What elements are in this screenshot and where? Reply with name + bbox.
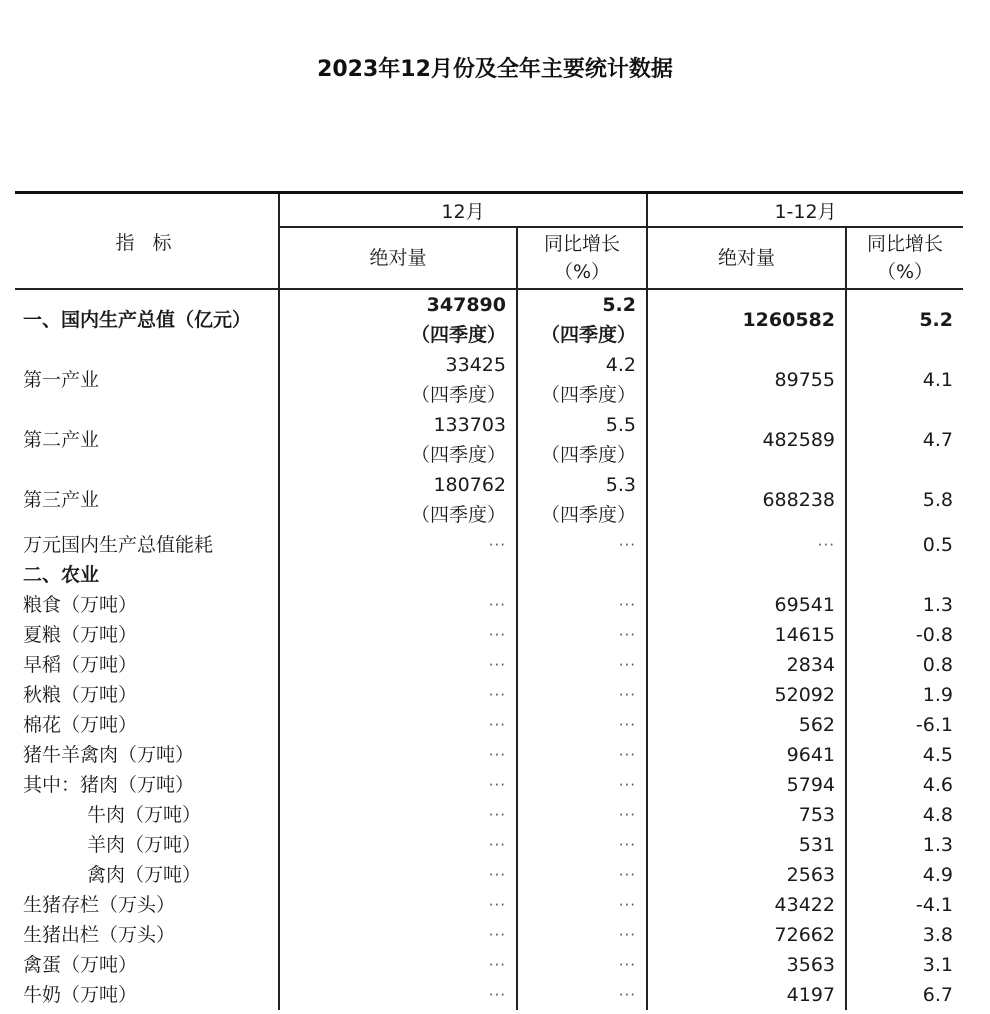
- cell-ytd-abs-value: 5794: [786, 774, 835, 796]
- cell-ytd-yoy-value: 4.1: [922, 369, 953, 391]
- row-label: 第一产业: [23, 369, 100, 391]
- cell-month-abs: [279, 410, 517, 470]
- cell-month-yoy-value: ···: [618, 776, 636, 794]
- cell-ytd-yoy: [846, 800, 963, 830]
- cell-ytd-yoy-value: 1.9: [922, 684, 953, 706]
- cell-ytd-abs: [647, 950, 846, 980]
- table-row: [15, 740, 963, 770]
- cell-month-abs-value: ···: [488, 956, 506, 974]
- statistics-table: [15, 191, 963, 1010]
- cell-ytd-abs: [647, 680, 846, 710]
- cell-month-abs-value: ···: [488, 626, 506, 644]
- cell-month-abs: [279, 920, 517, 950]
- cell-month-yoy: [517, 650, 647, 680]
- cell-month-abs-value: ···: [488, 926, 506, 944]
- row-label: 一、国内生产总值（亿元）: [15, 289, 279, 350]
- table-row: [15, 530, 963, 560]
- cell-ytd-abs-value: 1260582: [742, 309, 835, 331]
- cell-month-abs: [279, 710, 517, 740]
- cell-ytd-abs-value: ···: [817, 536, 835, 554]
- cell-month-yoy-value: ···: [618, 986, 636, 1004]
- header-group-month: 12月: [279, 193, 647, 228]
- header-ytd-yoy: [846, 227, 963, 289]
- cell-ytd-yoy-value: -0.8: [915, 624, 953, 646]
- cell-ytd-yoy: [846, 710, 963, 740]
- cell-ytd-abs-value: 531: [798, 834, 835, 856]
- cell-ytd-abs-value: 43422: [774, 894, 835, 916]
- cell-ytd-abs-value: 69541: [774, 594, 835, 616]
- cell-month-yoy: [517, 740, 647, 770]
- table-row: [15, 890, 963, 920]
- cell-ytd-abs-value: 753: [798, 804, 835, 826]
- table-row: [15, 289, 963, 350]
- cell-month-abs: [279, 560, 517, 590]
- cell-ytd-abs: [647, 770, 846, 800]
- cell-month-yoy: [517, 410, 647, 470]
- cell-month-abs-note: （四季度）: [410, 324, 506, 346]
- cell-month-abs-value: 33425: [445, 354, 506, 376]
- row-label: 早稻（万吨）: [23, 654, 138, 676]
- row-label: 禽肉（万吨）: [87, 864, 202, 886]
- header-month-yoy: [517, 227, 647, 289]
- cell-month-yoy: [517, 800, 647, 830]
- cell-ytd-abs-value: 482589: [762, 429, 835, 451]
- cell-month-yoy-value: 5.3: [605, 474, 636, 496]
- row-label: 粮食（万吨）: [23, 594, 138, 616]
- cell-ytd-abs-value: 2563: [786, 864, 835, 886]
- cell-month-abs-value: 133703: [433, 414, 506, 436]
- cell-month-abs-note: （四季度）: [410, 444, 506, 466]
- cell-ytd-abs-value: 562: [798, 714, 835, 736]
- cell-month-yoy-value: ···: [618, 746, 636, 764]
- table-row: [15, 770, 963, 800]
- cell-ytd-yoy-value: 4.9: [922, 864, 953, 886]
- cell-ytd-yoy-value: 3.1: [922, 954, 953, 976]
- cell-ytd-abs: [647, 289, 846, 350]
- cell-ytd-yoy-value: 1.3: [922, 834, 953, 856]
- table-row: [15, 350, 963, 410]
- table-row: [15, 950, 963, 980]
- cell-ytd-abs: [647, 800, 846, 830]
- cell-month-yoy-value: ···: [618, 896, 636, 914]
- cell-ytd-yoy: [846, 620, 963, 650]
- cell-ytd-abs-value: 9641: [786, 744, 835, 766]
- table-row: [15, 980, 963, 1010]
- row-label: 牛肉（万吨）: [87, 804, 202, 826]
- cell-month-abs: [279, 740, 517, 770]
- cell-ytd-abs-value: 2834: [786, 654, 835, 676]
- cell-month-yoy: [517, 710, 647, 740]
- row-label: 秋粮（万吨）: [23, 684, 138, 706]
- cell-ytd-yoy-value: 3.8: [922, 924, 953, 946]
- row-label: 禽蛋（万吨）: [23, 954, 138, 976]
- cell-ytd-abs-value: 72662: [774, 924, 835, 946]
- table-row: [15, 800, 963, 830]
- row-label: 猪牛羊禽肉（万吨）: [23, 744, 195, 766]
- table-header: [15, 193, 963, 290]
- table-row: [15, 680, 963, 710]
- cell-ytd-yoy: [846, 560, 963, 590]
- cell-month-yoy-value: 5.2: [602, 294, 636, 316]
- cell-month-abs: [279, 350, 517, 410]
- cell-ytd-abs: [647, 890, 846, 920]
- cell-ytd-abs: [647, 620, 846, 650]
- cell-ytd-yoy: [846, 980, 963, 1010]
- cell-ytd-yoy: [846, 289, 963, 350]
- cell-month-abs-value: ···: [488, 866, 506, 884]
- cell-month-yoy: [517, 890, 647, 920]
- cell-month-abs: [279, 289, 517, 350]
- cell-month-yoy-value: ···: [618, 866, 636, 884]
- table-row: [15, 470, 963, 530]
- table-row: [15, 560, 963, 590]
- cell-month-abs: [279, 860, 517, 890]
- cell-month-yoy: [517, 920, 647, 950]
- cell-month-abs: [279, 650, 517, 680]
- cell-ytd-yoy: [846, 650, 963, 680]
- cell-ytd-abs: [647, 830, 846, 860]
- header-ytd-abs: 绝对量: [647, 227, 846, 289]
- cell-ytd-abs: [647, 860, 846, 890]
- cell-month-abs-value: ···: [488, 746, 506, 764]
- cell-month-yoy: [517, 980, 647, 1010]
- cell-month-abs-value: ···: [488, 896, 506, 914]
- cell-month-abs-value: ···: [488, 836, 506, 854]
- cell-month-yoy-note: （四季度）: [540, 444, 636, 466]
- table-row: [15, 860, 963, 890]
- cell-month-abs: [279, 830, 517, 860]
- cell-ytd-abs: [647, 650, 846, 680]
- cell-ytd-yoy-value: -6.1: [915, 714, 953, 736]
- cell-month-yoy-value: ···: [618, 686, 636, 704]
- cell-month-abs-value: ···: [488, 776, 506, 794]
- cell-month-abs-value: ···: [488, 656, 506, 674]
- cell-month-abs: [279, 950, 517, 980]
- cell-month-yoy-value: ···: [618, 806, 636, 824]
- cell-month-yoy-value: 4.2: [605, 354, 636, 376]
- cell-ytd-yoy: [846, 950, 963, 980]
- cell-month-abs: [279, 620, 517, 650]
- table-row: [15, 410, 963, 470]
- cell-month-yoy-note: （四季度）: [540, 324, 636, 346]
- cell-month-yoy-note: （四季度）: [540, 504, 636, 526]
- cell-month-yoy: [517, 470, 647, 530]
- row-label: 羊肉（万吨）: [87, 834, 202, 856]
- cell-month-abs: [279, 530, 517, 560]
- cell-month-abs: [279, 470, 517, 530]
- cell-month-abs: [279, 800, 517, 830]
- table-row: [15, 620, 963, 650]
- cell-ytd-yoy: [846, 470, 963, 530]
- cell-month-yoy: [517, 680, 647, 710]
- cell-ytd-abs-value: 3563: [786, 954, 835, 976]
- cell-month-yoy-value: ···: [618, 626, 636, 644]
- header-indicator: 指 标: [15, 193, 279, 290]
- cell-ytd-yoy-value: 4.8: [922, 804, 953, 826]
- row-label: 第二产业: [23, 429, 100, 451]
- header-yoy-line2: （%）: [553, 261, 611, 283]
- cell-ytd-yoy: [846, 680, 963, 710]
- row-label: 棉花（万吨）: [23, 714, 138, 736]
- cell-ytd-abs: [647, 710, 846, 740]
- cell-month-yoy: [517, 560, 647, 590]
- row-label: 牛奶（万吨）: [23, 984, 138, 1006]
- row-label: 其中：猪肉（万吨）: [23, 774, 195, 796]
- cell-ytd-yoy: [846, 350, 963, 410]
- table-body: [15, 289, 963, 1010]
- cell-month-abs: [279, 980, 517, 1010]
- cell-ytd-yoy: [846, 830, 963, 860]
- row-label: 二、农业: [23, 564, 100, 586]
- cell-month-yoy-value: ···: [618, 926, 636, 944]
- cell-ytd-yoy: [846, 410, 963, 470]
- cell-ytd-yoy: [846, 770, 963, 800]
- page-title: 2023年12月份及全年主要统计数据: [317, 57, 673, 82]
- cell-month-abs-note: （四季度）: [410, 504, 506, 526]
- cell-month-abs-value: ···: [488, 596, 506, 614]
- cell-ytd-abs: [647, 470, 846, 530]
- table-row: [15, 590, 963, 620]
- cell-month-yoy: [517, 770, 647, 800]
- cell-ytd-yoy-value: 4.5: [922, 744, 953, 766]
- cell-month-abs-value: ···: [488, 686, 506, 704]
- cell-month-abs-value: ···: [488, 986, 506, 1004]
- cell-month-yoy: [517, 860, 647, 890]
- cell-ytd-yoy-value: 0.8: [922, 654, 953, 676]
- cell-ytd-yoy-value: 5.2: [919, 309, 953, 331]
- cell-ytd-yoy: [846, 740, 963, 770]
- header-group-ytd: 1-12月: [647, 193, 963, 228]
- cell-ytd-yoy: [846, 920, 963, 950]
- cell-ytd-abs: [647, 590, 846, 620]
- cell-month-yoy-value: ···: [618, 596, 636, 614]
- cell-month-yoy-value: ···: [618, 836, 636, 854]
- cell-ytd-yoy-value: 4.6: [922, 774, 953, 796]
- cell-month-yoy-value: ···: [618, 716, 636, 734]
- cell-month-abs-note: （四季度）: [410, 384, 506, 406]
- cell-ytd-abs: [647, 980, 846, 1010]
- cell-ytd-abs-value: 688238: [762, 489, 835, 511]
- cell-ytd-yoy-value: 0.5: [922, 534, 953, 556]
- cell-month-abs: [279, 890, 517, 920]
- header-yoy-line1: 同比增长: [543, 233, 620, 255]
- cell-month-abs-value: 180762: [433, 474, 506, 496]
- cell-ytd-yoy: [846, 860, 963, 890]
- cell-month-yoy-value: ···: [618, 956, 636, 974]
- cell-month-yoy: [517, 350, 647, 410]
- cell-ytd-abs: [647, 350, 846, 410]
- cell-ytd-yoy: [846, 530, 963, 560]
- cell-month-yoy-value: ···: [618, 536, 636, 554]
- cell-ytd-abs: [647, 920, 846, 950]
- cell-month-abs: [279, 770, 517, 800]
- cell-month-yoy: [517, 950, 647, 980]
- cell-month-abs-value: ···: [488, 716, 506, 734]
- cell-month-yoy: [517, 830, 647, 860]
- table-row: [15, 830, 963, 860]
- cell-ytd-abs-value: 52092: [774, 684, 835, 706]
- row-label: 生猪出栏（万头）: [23, 924, 176, 946]
- header-yoy-line1: 同比增长: [866, 233, 943, 255]
- cell-month-yoy: [517, 620, 647, 650]
- cell-month-yoy: [517, 530, 647, 560]
- cell-ytd-abs-value: 4197: [786, 984, 835, 1006]
- cell-ytd-yoy: [846, 590, 963, 620]
- row-label: 第三产业: [23, 489, 100, 511]
- table-row: [15, 920, 963, 950]
- cell-month-abs-value: ···: [488, 536, 506, 554]
- cell-ytd-abs: [647, 740, 846, 770]
- header-yoy-line2: （%）: [876, 261, 934, 283]
- cell-month-abs-value: ···: [488, 806, 506, 824]
- cell-ytd-abs: [647, 410, 846, 470]
- cell-month-yoy: [517, 289, 647, 350]
- cell-ytd-yoy: [846, 890, 963, 920]
- cell-ytd-yoy-value: 1.3: [922, 594, 953, 616]
- table-row: [15, 650, 963, 680]
- cell-ytd-abs: [647, 560, 846, 590]
- cell-month-yoy: [517, 590, 647, 620]
- row-label: 万元国内生产总值能耗: [23, 534, 214, 556]
- cell-ytd-abs-value: 14615: [774, 624, 835, 646]
- cell-month-abs-value: 347890: [426, 294, 506, 316]
- cell-month-yoy-note: （四季度）: [540, 384, 636, 406]
- row-label: 夏粮（万吨）: [23, 624, 138, 646]
- table-row: [15, 710, 963, 740]
- cell-ytd-yoy-value: 6.7: [922, 984, 953, 1006]
- cell-ytd-yoy-value: 4.7: [922, 429, 953, 451]
- cell-ytd-yoy-value: -4.1: [915, 894, 953, 916]
- cell-month-yoy-value: 5.5: [605, 414, 636, 436]
- cell-ytd-abs: [647, 530, 846, 560]
- cell-month-abs: [279, 680, 517, 710]
- header-month-abs: 绝对量: [279, 227, 517, 289]
- cell-month-abs: [279, 590, 517, 620]
- cell-month-yoy-value: ···: [618, 656, 636, 674]
- cell-ytd-abs-value: 89755: [774, 369, 835, 391]
- row-label: 生猪存栏（万头）: [23, 894, 176, 916]
- cell-ytd-yoy-value: 5.8: [922, 489, 953, 511]
